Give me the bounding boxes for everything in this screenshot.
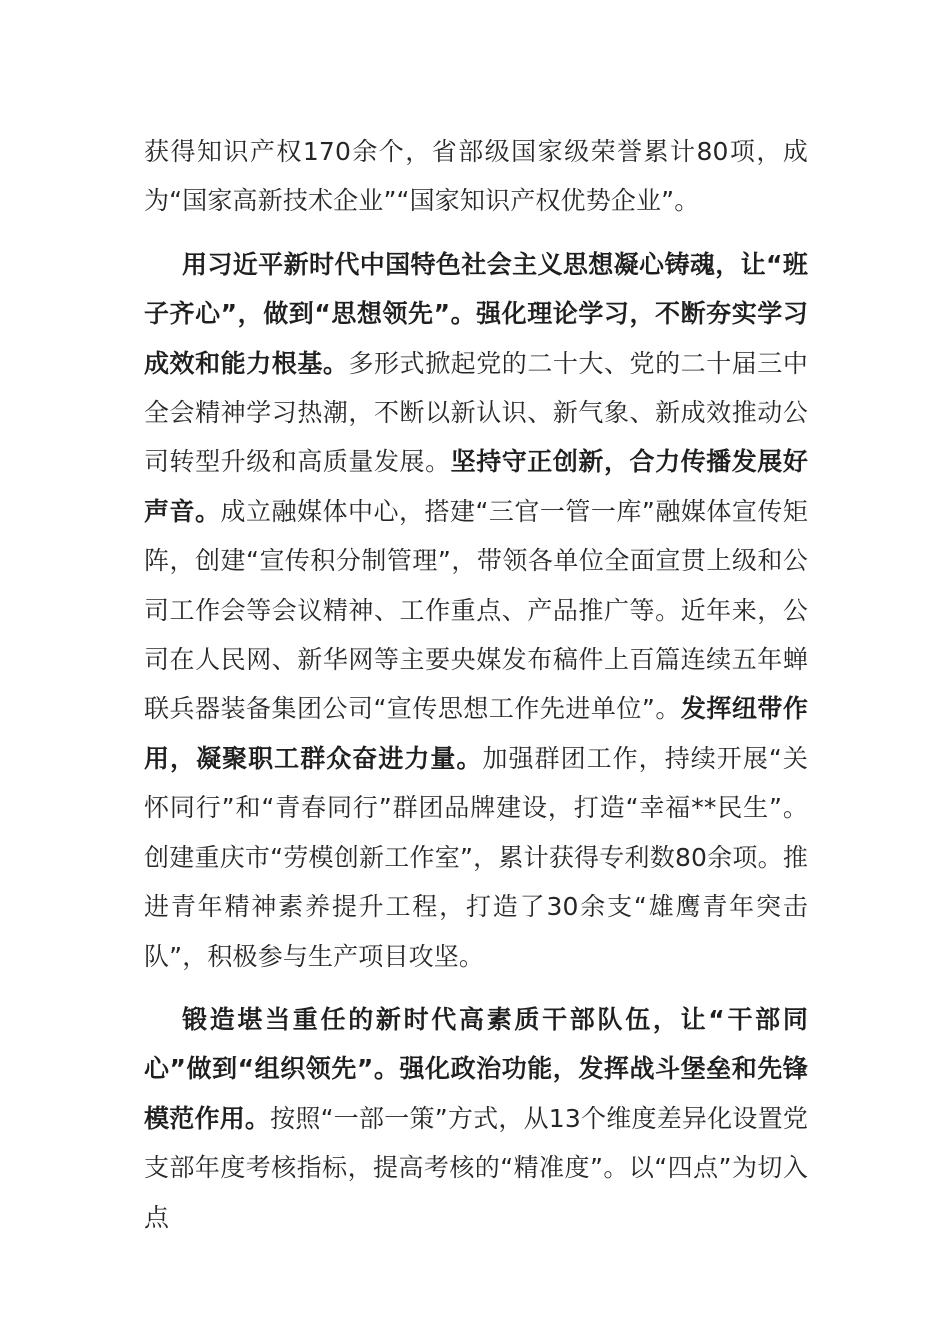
paragraph-2 — [144, 240, 808, 981]
text-run: 加强群团工作，持续开展“关怀同行”和“青春同行”群团品牌建设，打造“幸福**民生”。创建重庆市“劳模创新工作室”，累计获得专利数80余项。推进青年精神素养提升工程，打造了30余支“雄鹰青年突击队”，积极参与生产项目攻坚。 — [144, 743, 808, 971]
document-body — [144, 127, 808, 1242]
text-run: 多形式掀起党的二十大、党的二十届三中全会精神学习热潮，不断以新认识、新气象、新成效推动公司转型升级和高质量发展。 — [144, 348, 809, 477]
text-run: 成立融媒体中心，搭建“三官一管一库”融媒体宣传矩阵，创建“宣传积分制管理”，带领各单位全面宣贯上级和公司工作会等会议精神、工作重点、产品推广等。近年来，公司在人民网、新华网等主要央媒发布稿件上百篇连续五年蝉联兵器装备集团公司“宣传思想工作先进单位”。 — [144, 496, 808, 724]
bold-heading-run: 锻造堪当重任的新时代高素质干部队伍，让“干部同心”做到“组织领先”。强化政治功能，发挥战斗堡垒和先锋模范作用。 — [144, 1004, 808, 1133]
paragraph-1 — [144, 127, 808, 226]
bold-heading-run: 发挥纽带作用，凝聚职工群众奋进力量。 — [144, 694, 808, 773]
paragraph-3 — [144, 995, 808, 1242]
bold-heading-run: 用习近平新时代中国特色社会主义思想凝心铸魂，让“班子齐心”，做到“思想领先”。强化理论学习，不断夯实学习成效和能力根基。 — [144, 249, 808, 378]
text-run: 按照“一部一策”方式，从13个维度差异化设置党支部年度考核指标，提高考核的“精准度”。以“四点”为切入点 — [144, 1103, 808, 1232]
text-run: 获得知识产权170余个，省部级国家级荣誉累计80项，成为“国家高新技术企业”“国家知识产权优势企业”。 — [144, 137, 808, 216]
bold-heading-run: 坚持守正创新，合力传播发展好声音。 — [144, 447, 808, 526]
